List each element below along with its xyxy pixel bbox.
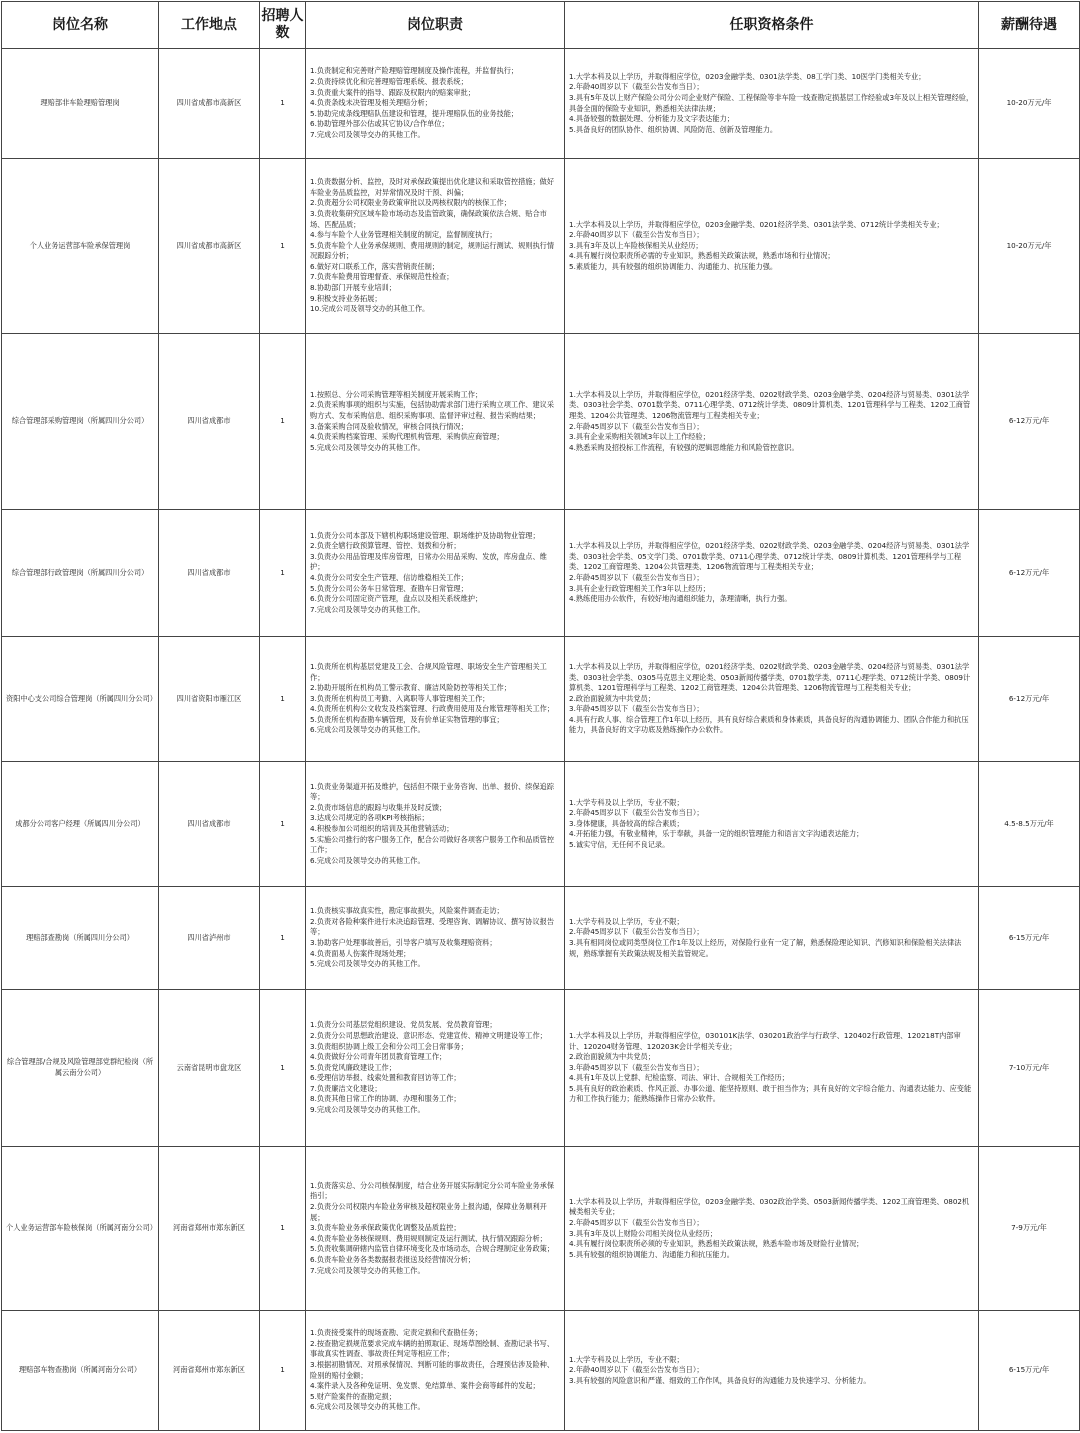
duty-line: 2.按查勘定损规范要求完成车辆的拍照取证、现场草图绘制、查勘记录书写、事故真实性调查、事故责任判定等相应工作； <box>310 1338 555 1359</box>
requirement-line: 1.大学专科及以上学历，专业不限； <box>569 797 684 807</box>
requirements-cell <box>565 334 979 510</box>
requirements-cell <box>565 990 979 1147</box>
duty-line: 4.积极参加公司组织的培训及其他营销活动； <box>310 824 454 833</box>
duty-line: 8.协助部门开展专业培训； <box>310 283 396 293</box>
duty-line: 2.负责分公司权限内车险业务审核及超权限业务上报沟通，保障业务顺利开展； <box>310 1202 547 1222</box>
requirement-line: 1.大学本科及以上学历，并取得相应学位，0201经济学类、0202财政学类、0203金融学类、0204经济与贸易类、0301法学类、0303社会学类、0305马克思主义理论类、0503新闻传播学类、0701数学类、0711心理学类、0712统计学类、0809计算机类、1201管理科学与工程类、1202工商管理类、1204公共管理类、1206物流管理与工程类相关专业； <box>569 661 971 693</box>
table-row <box>2 510 1080 637</box>
requirement-line: 4.具有履行岗位职责所必需的专业知识，熟悉相关政策法规，熟悉市场和行业情况； <box>569 251 835 261</box>
position-title: 资阳中心支公司综合管理岗（所属四川分公司） <box>2 637 159 762</box>
requirement-line: 1.大学专科及以上学历，专业不限； <box>569 1354 684 1364</box>
duties-cell <box>306 510 565 637</box>
salary: 6-12万元/年 <box>979 637 1080 762</box>
requirement-line: 1.大学专科及以上学历，专业不限； <box>569 916 684 926</box>
position-title: 个人业务运营部车险承保管理岗 <box>2 159 159 334</box>
requirement-line: 3.具有相同岗位或同类型岗位工作1年及以上经历，对保险行业有一定了解，熟悉保险理论知识、汽修知识和保险相关法律法规，熟练掌握有关政策法规及相关监管规定。 <box>569 938 962 958</box>
duty-line: 5.财产险案件的查勘定损； <box>310 1391 396 1401</box>
header-title: 岗位名称 <box>2 2 159 49</box>
salary: 6-15万元/年 <box>979 1311 1080 1431</box>
duties-cell <box>306 334 565 510</box>
salary: 6-12万元/年 <box>979 334 1080 510</box>
duty-line: 5.负责收集调研辖内监管自律环境变化及市场动态，合规合理制定业务政策； <box>310 1244 555 1254</box>
duty-line: 3.负责重大案件的指导、跟踪及权限内的赔案审批； <box>310 87 475 97</box>
work-location: 河南省郑州市郑东新区 <box>159 1147 260 1311</box>
duty-line: 3.负责办公用品管理及库房管理，日常办公用品采购、发放，库房盘点、维护； <box>310 551 547 572</box>
duty-line: 9.完成公司及领导交办的其他工作。 <box>310 1105 425 1115</box>
work-location: 四川省泸州市 <box>159 887 260 990</box>
requirement-line: 2.政治面貌须为中共党员； <box>569 1052 655 1062</box>
requirement-line: 1.大学本科及以上学历，并取得相应学位，0203金融学类、0201经济学类、0301法学类、0712统计学类相关专业； <box>569 219 944 229</box>
duty-line: 5.负责分公司公务车日常管理、查勘车日常管理； <box>310 583 468 593</box>
requirement-line: 3.年龄45周岁以下（截至公告发布当日）； <box>569 1062 704 1072</box>
duty-line: 6.完成公司及领导交办的其他工作。 <box>310 1402 425 1412</box>
salary: 4.5-8.5万元/年 <box>979 762 1080 887</box>
duty-line: 4.负责车险业务核保规则、费用规则制定及运行测试、执行情况跟踪分析； <box>310 1233 547 1243</box>
work-location: 河南省郑州市郑东新区 <box>159 1311 260 1431</box>
requirement-line: 3.具有3年及以上财险公司相关岗位从业经历； <box>569 1228 717 1238</box>
duty-line: 5.完成公司及领导交办的其他工作。 <box>310 442 425 452</box>
requirements-cell <box>565 1311 979 1431</box>
duty-line: 4.负责分公司安全生产管理、信访维稳相关工作； <box>310 573 468 582</box>
requirement-line: 2.年龄40周岁以下（截至公告发布当日）； <box>569 230 704 240</box>
duty-line: 1.负责落实总、分公司核保制度，结合业务开展实际制定分公司车险业务承保指引； <box>310 1180 555 1201</box>
duty-line: 4.负责所在机构公文收发及档案管理、行政费用使用及台账管理等相关工作； <box>310 704 555 714</box>
duty-line: 5.负责所在机构查勘车辆管理，及有价单证实物管理的事宜； <box>310 714 504 724</box>
duty-line: 4.负责条线未决管理及相关理赔分析； <box>310 98 432 108</box>
requirement-line: 3.具有企业采购相关领域3年以上工作经验； <box>569 432 710 442</box>
requirement-line: 1.大学本科及以上学历，并取得相应学位，0201经济学类、0202财政学类、0203金融学类、0204经济与贸易类、0301法学类、0303社会学类、05文学门类、0701数学类、0711心理学类、0712统计学类、0809计算机类、1201管理科学与工程类、1202工商管理类、1204公共管理类、1206物流管理与工程类相关专业； <box>569 541 970 572</box>
requirement-line: 1.大学本科及以上学历，并取得相应学位，030101K法学、030201政治学与行政学、120402行政管理、120218T内部审计、120204财务管理、120203K会计学相关专业； <box>569 1030 961 1051</box>
requirement-line: 5.具有良好的政治素质、作风正派、办事公道、能坚持原则、敢于担当作为；具有良好的文字综合能力、沟通表达能力、应变能力和工作执行能力；能熟练操作日常办公软件。 <box>569 1083 972 1104</box>
duty-line: 6.负责车险业务各类数据报表报送及经营情况分析； <box>310 1254 475 1264</box>
duties-cell <box>306 1311 565 1431</box>
table-row <box>2 1311 1080 1431</box>
salary: 10-20万元/年 <box>979 159 1080 334</box>
headcount: 1 <box>260 637 306 762</box>
requirement-line: 3.具有5年及以上财产保险公司分公司企业财产保险、工程保险等非车险一线查勘定损基层工作经验或3年及以上相关管理经验，具备全面的保险专业知识，熟悉相关法律法规； <box>569 92 974 113</box>
duty-line: 1.负责核实事故真实性，勘定事故损失，风险案件调查走访； <box>310 906 504 916</box>
headcount: 1 <box>260 762 306 887</box>
requirement-line: 2.年龄45周岁以下（截至公告发布当日）； <box>569 1217 704 1227</box>
duty-line: 4.负责面易人伤案件现场处理； <box>310 948 411 958</box>
header-count: 招聘人数 <box>260 2 306 49</box>
requirement-line: 3.具有3年及以上车险核保相关从业经历； <box>569 240 703 250</box>
duty-line: 5.协助完成条线理赔队伍建设和管理，提升理赔队伍的业务技能； <box>310 108 519 118</box>
work-location: 云南省昆明市盘龙区 <box>159 990 260 1147</box>
position-title: 综合管理部采购管理岗（所属四川分公司） <box>2 334 159 510</box>
position-title: 综合管理部行政管理岗（所属四川分公司） <box>2 510 159 637</box>
duty-line: 2.负责采购事项的组织与实施，包括协助需求部门进行采购立项工作、建议采购方式、发布采购信息、组织采购事项、监督评审过程、报告采购结果； <box>310 400 555 420</box>
header-location: 工作地点 <box>159 2 260 49</box>
work-location: 四川省成都市高新区 <box>159 159 260 334</box>
position-title: 理赔部车物查勘岗（所属河南分公司） <box>2 1311 159 1431</box>
requirement-line: 5.诚实守信，无任何不良记录。 <box>569 839 670 849</box>
requirement-line: 2.政治面貌须为中共党员； <box>569 693 655 703</box>
table-row <box>2 159 1080 334</box>
table-row <box>2 887 1080 990</box>
table-row <box>2 334 1080 510</box>
salary: 6-15万元/年 <box>979 887 1080 990</box>
duty-line: 1.负责所在机构基层党建及工会、合规风险管理、职场安全生产管理相关工作； <box>310 661 547 682</box>
duty-line: 4.参与车险个人业务管理相关制度的制定，监督制度执行； <box>310 230 497 240</box>
duty-line: 2.负责持续优化和完善理赔管理系统、报表系统； <box>310 77 468 87</box>
requirement-line: 2.年龄45周岁以下（截至公告发布当日）； <box>569 421 704 431</box>
duty-line: 3.备案采购合同及验收情况，审核合同执行情况； <box>310 421 468 431</box>
header-duties: 岗位职责 <box>306 2 565 49</box>
header-row <box>2 2 1080 49</box>
requirements-cell <box>565 159 979 334</box>
requirement-line: 1.大学本科及以上学历，并取得相应学位，0201经济学类、0202财政学类、0203金融学类、0204经济与贸易类、0301法学类、0303社会学类、0701数学类、0711心理学类、0712统计学类、0809计算机类、1201管理科学与工程类、1202工商管理类、1204公共管理类、1206物流管理与工程类相关专业； <box>569 389 971 420</box>
position-title: 理赔部非车险理赔管理岗 <box>2 49 159 159</box>
duties-cell <box>306 49 565 159</box>
salary: 7-9万元/年 <box>979 1147 1080 1311</box>
duty-line: 6.协助管理外部公估或其它协议/合作单位； <box>310 119 449 129</box>
requirements-cell <box>565 510 979 637</box>
duty-line: 7.负责车险费用管理督查、承保规范性检查； <box>310 272 454 282</box>
duty-line: 5.完成公司及领导交办的其他工作。 <box>310 959 425 969</box>
duty-line: 1.负责接受案件的现场查勘、定责定损和代查勘任务； <box>310 1328 483 1338</box>
duty-line: 3.负责所在机构员工考勤、入离职等人事管理相关工作； <box>310 693 490 703</box>
duty-line: 7.完成公司及领导交办的其他工作。 <box>310 129 425 139</box>
table-row <box>2 49 1080 159</box>
requirements-cell <box>565 762 979 887</box>
duties-cell <box>306 990 565 1147</box>
requirement-line: 4.具有履行岗位职责所必须的专业知识，熟悉相关政策法规，熟悉车险市场及财险行业情况； <box>569 1239 864 1249</box>
duty-line: 6.完成公司及领导交办的其他工作。 <box>310 725 425 735</box>
salary: 7-10万元/年 <box>979 990 1080 1147</box>
work-location: 四川省成都市 <box>159 510 260 637</box>
job-table <box>1 1 1080 1431</box>
requirements-cell <box>565 887 979 990</box>
table-row <box>2 1147 1080 1311</box>
duty-line: 6.完成公司及领导交办的其他工作。 <box>310 855 425 865</box>
headcount: 1 <box>260 334 306 510</box>
requirement-line: 4.具有行政人事、综合管理工作1年以上经历，具有良好综合素质和身体素质，具备良好的沟通协调能力、团队合作能力和抗压能力，具备良好的文字功底及熟练操作办公软件。 <box>569 714 969 735</box>
duty-line: 9.积极支持业务拓展； <box>310 293 382 303</box>
duty-line: 1.负责业务渠道开拓及维护，包括但不限于业务咨询、出单、报价、续保追踪等； <box>310 781 555 802</box>
duty-line: 10.完成公司及领导交办的其他工作。 <box>310 304 430 314</box>
duty-line: 1.按照总、分公司采购管理等相关制度开展采购工作； <box>310 389 483 399</box>
requirement-line: 3.具有企业行政管理相关工作3年以上经历； <box>569 583 710 593</box>
duties-cell <box>306 887 565 990</box>
duty-line: 6.负责分公司固定资产管理，盘点以及相关系统维护； <box>310 594 483 604</box>
duty-line: 2.负责分公司思想政治建设、意识形态、党建宣传、精神文明建设等工作； <box>310 1030 547 1040</box>
requirements-cell <box>565 49 979 159</box>
requirements-cell <box>565 1147 979 1311</box>
header-salary: 薪酬待遇 <box>979 2 1080 49</box>
requirement-line: 4.具有1年及以上党群、纪检监察、司法、审计、合规相关工作经历； <box>569 1073 789 1083</box>
headcount: 1 <box>260 159 306 334</box>
table-body <box>2 49 1080 1431</box>
duty-line: 2.协助开展所在机构员工警示教育、廉洁风险防控等相关工作； <box>310 683 511 693</box>
duty-line: 3.负责组织协调上级工会和分公司工会日常事务； <box>310 1041 468 1051</box>
duty-line: 3.负责收集研究区域车险市场动态及监管政策，确保政策依法合规、贴合市场、匹配品质； <box>310 208 547 229</box>
position-title: 成都分公司客户经理（所属四川分公司） <box>2 762 159 887</box>
requirement-line: 2.年龄40周岁以下（截至公告发布当日）； <box>569 82 704 92</box>
duty-line: 4.负责做好分公司青年团员教育管理工作； <box>310 1052 447 1062</box>
duty-line: 5.实施公司推行的客户服务工作，配合公司做好各项客户服务工作和品质管控工作； <box>310 834 555 855</box>
duty-line: 2.负责超分公司权限业务政策审批以及两核权限内的核保工作； <box>310 198 511 208</box>
duty-line: 1.负责分公司本部及下辖机构职场建设管理、职场维护及协助物业管理； <box>310 530 540 540</box>
requirement-line: 5.具有较强的组织协调能力、沟通能力和抗压能力。 <box>569 1249 734 1259</box>
duty-line: 2.负责对各险种案件进行未决追踪管理、受理咨询、调解协议、撰写协议报告等； <box>310 916 555 937</box>
duty-line: 2.负责市场信息的跟踪与收集并及时反馈； <box>310 802 447 812</box>
position-title: 个人业务运营部车险核保岗（所属河南分公司） <box>2 1147 159 1311</box>
requirement-line: 4.熟练使用办公软件，有较好地沟通组织能力，条理清晰，执行力强。 <box>569 594 792 604</box>
headcount: 1 <box>260 49 306 159</box>
position-title: 综合管理部/合规及风险管理部党群纪检岗（所属云南分公司） <box>2 990 159 1147</box>
duties-cell <box>306 762 565 887</box>
headcount: 1 <box>260 510 306 637</box>
table-row <box>2 637 1080 762</box>
requirement-line: 2.年龄45周岁以下（截至公告发布当日）； <box>569 808 704 818</box>
requirement-line: 5.素质能力，具有较强的组织协调能力、沟通能力、抗压能力强。 <box>569 261 778 271</box>
requirement-line: 1.大学本科及以上学历，并取得相应学位，0203金融学类、0302政治学类、0503新闻传播学类、1202工商管理类、0802机械类相关专业； <box>569 1196 970 1217</box>
requirement-line: 3.身体健康，具备较高的综合素质； <box>569 818 684 828</box>
work-location: 四川省成都市 <box>159 334 260 510</box>
table-header <box>2 2 1080 49</box>
duty-line: 5.负责党风廉政建设工作； <box>310 1062 396 1072</box>
duties-cell <box>306 637 565 762</box>
work-location: 四川省资阳市雁江区 <box>159 637 260 762</box>
duty-line: 8.负责其他日常工作的协调、办理和服务工作； <box>310 1094 461 1104</box>
requirement-line: 3.具有较强的风险意识和严谨、细致的工作作风，具备良好的沟通能力及快速学习、分析能力。 <box>569 1375 871 1385</box>
salary: 10-20万元/年 <box>979 49 1080 159</box>
duty-line: 3.协助客户处理事故善后，引导客户填写及收集理赔资料； <box>310 938 497 947</box>
duty-line: 3.根据初勘情况、对照承保情况、判断可能的事故责任，合理预估涉及险种、险别的赔付金额； <box>310 1359 555 1380</box>
duties-cell <box>306 159 565 334</box>
duty-line: 1.负责数据分析、监控，及时对承保政策提出优化建议和采取管控措施；做好车险业务品质监控，对异常情况及时干预、纠偏； <box>310 177 555 197</box>
header-requirements: 任职资格条件 <box>565 2 979 49</box>
requirement-line: 4.熟悉采购及招投标工作流程，有较强的逻辑思维能力和风险管控意识。 <box>569 442 799 452</box>
headcount: 1 <box>260 1147 306 1311</box>
requirement-line: 2.年龄40周岁以下（截至公告发布当日）； <box>569 1365 704 1375</box>
headcount: 1 <box>260 990 306 1147</box>
headcount: 1 <box>260 1311 306 1431</box>
requirement-line: 4.开拓能力强，有敬业精神，乐于奉献，具备一定的组织管理能力和语言文字沟通表达能力； <box>569 829 864 839</box>
duty-line: 3.达成公司规定的各项KPI考核指标； <box>310 813 429 823</box>
duty-line: 7.负责廉洁文化建设； <box>310 1083 382 1093</box>
requirement-line: 5.具备良好的团队协作、组织协调、风险防范、创新及管理能力。 <box>569 124 778 134</box>
requirement-line: 2.年龄45周岁以下（截至公告发布当日）； <box>569 573 704 582</box>
requirement-line: 4.具备较强的数据处理、分析能力及文字表达能力； <box>569 114 734 124</box>
duty-line: 3.负责车险业务承保政策优化调整及品质监控； <box>310 1223 461 1233</box>
work-location: 四川省成都市高新区 <box>159 49 260 159</box>
duty-line: 6.受理信访举报、线索处置和教育回访等工作； <box>310 1073 461 1083</box>
duty-line: 6.做好对口联系工作，落实营销责任制； <box>310 261 440 271</box>
duty-line: 4.负责采购档案管理、采购代理机构管理、采购供应商管理； <box>310 432 504 442</box>
requirement-line: 3.年龄45周岁以下（截至公告发布当日）； <box>569 704 704 714</box>
salary: 6-12万元/年 <box>979 510 1080 637</box>
headcount: 1 <box>260 887 306 990</box>
duty-line: 5.负责车险个人业务承保规则、费用规则的制定，规则运行测试、规则执行情况跟踪分析； <box>310 240 555 261</box>
table-row <box>2 762 1080 887</box>
duties-cell <box>306 1147 565 1311</box>
requirements-cell <box>565 637 979 762</box>
requirement-line: 1.大学本科及以上学历，并取得相应学位，0203金融学类、0301法学类、08工学门类、10医学门类相关专业； <box>569 71 926 81</box>
position-title: 理赔部查勘岗（所属四川分公司） <box>2 887 159 990</box>
duty-line: 7.完成公司及领导交办的其他工作。 <box>310 604 425 614</box>
duty-line: 4.案件录入及各种免证明、免发票、免结算单、案件会商等邮件的发起； <box>310 1381 540 1391</box>
requirement-line: 2.年龄45周岁以下（截至公告发布当日）； <box>569 927 704 937</box>
table-row <box>2 990 1080 1147</box>
work-location: 四川省成都市 <box>159 762 260 887</box>
duty-line: 1.负责制定和完善财产险理赔管理制度及操作流程，并监督执行； <box>310 66 519 76</box>
duty-line: 2.负责全辖行政预算管理、管控、划拨和分析； <box>310 541 461 551</box>
duty-line: 1.负责分公司基层党组织建设、党员发展、党员教育管理； <box>310 1020 497 1030</box>
duty-line: 7.完成公司及领导交办的其他工作。 <box>310 1265 425 1275</box>
